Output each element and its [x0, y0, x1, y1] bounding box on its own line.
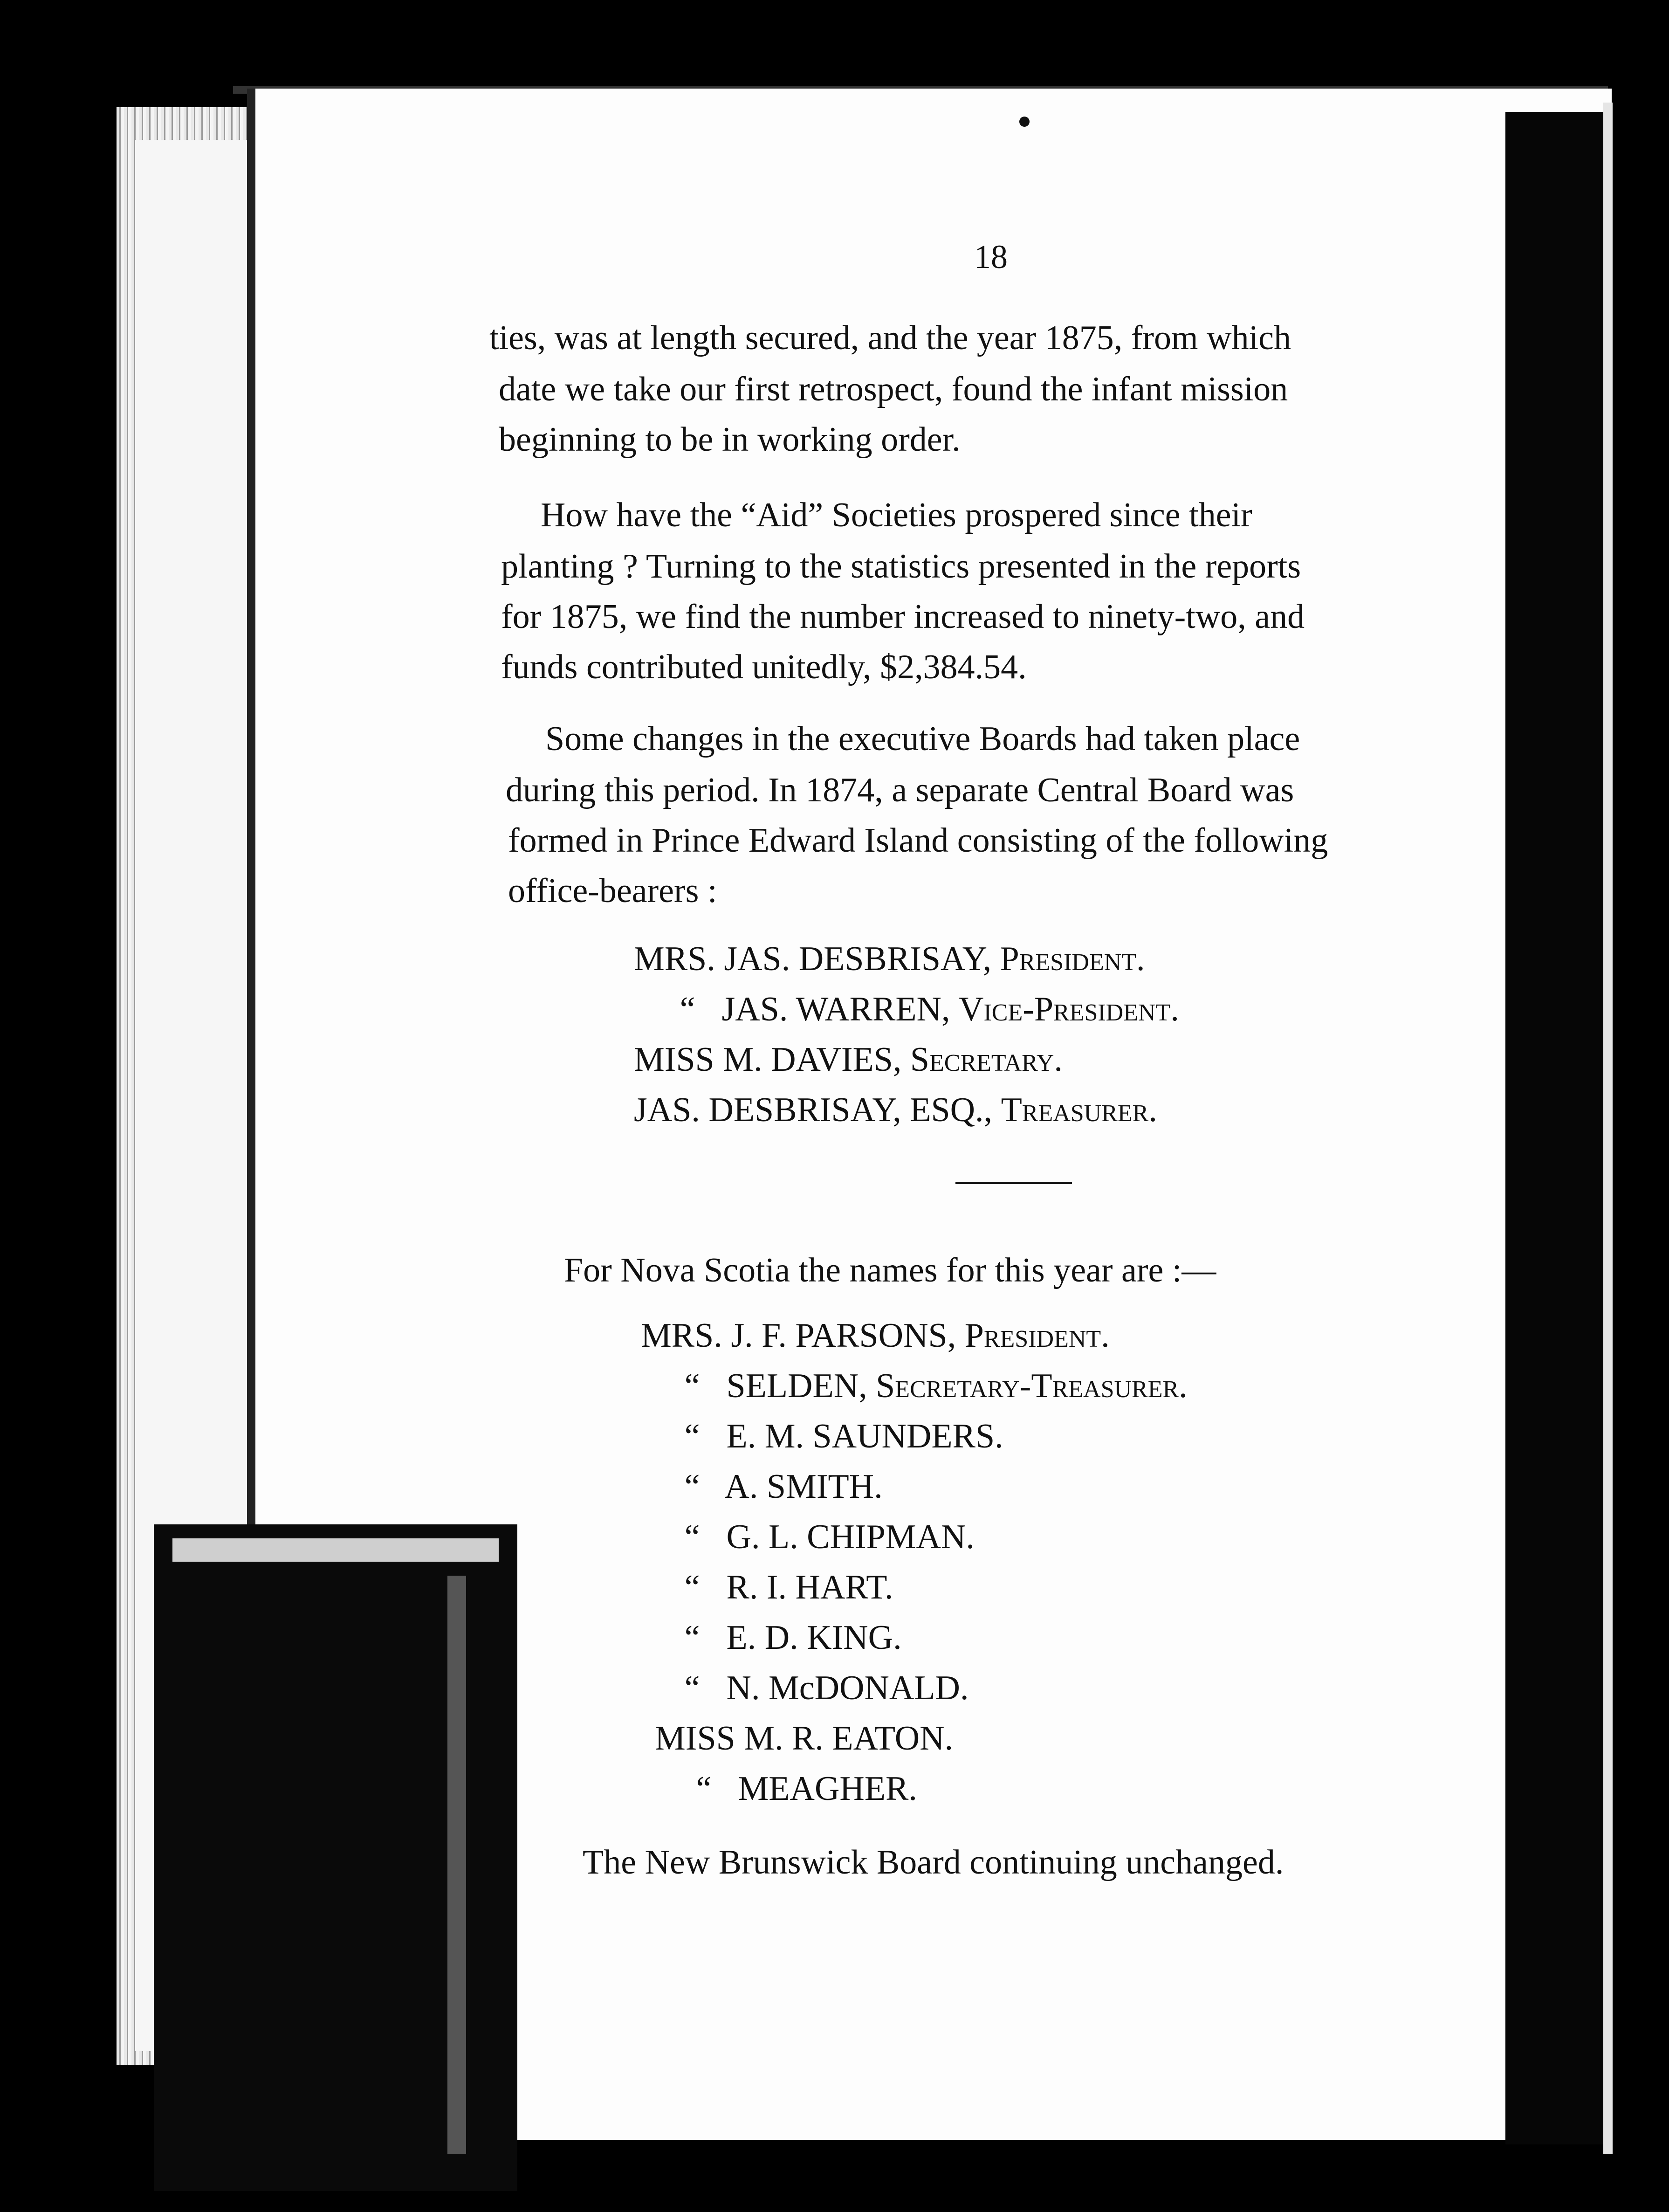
page-number: 18 — [974, 238, 1008, 276]
ns-officer-row — [666, 1516, 975, 1558]
ns-officer-row — [666, 1365, 1188, 1407]
paragraph-line: date we take our first retrospect, found the infant mission — [499, 370, 1288, 408]
nova-scotia-intro: For Nova Scotia the names for this year are :— — [564, 1251, 1216, 1289]
officer-name: JAS. DESBRISAY, ESQ., — [634, 1091, 993, 1129]
closing-line: The New Brunswick Board continuing unchanged. — [583, 1843, 1284, 1881]
officer-prefix: MISS — [634, 1041, 714, 1079]
officer-name: A. SMITH. — [724, 1468, 883, 1506]
ns-officer-row — [666, 1667, 969, 1709]
officer-role: Vice-President. — [959, 990, 1179, 1028]
ns-officer-row — [666, 1566, 893, 1608]
officer-prefix: MRS. — [634, 940, 715, 978]
officer-prefix: “ — [680, 990, 695, 1028]
officer-name: SELDEN, — [726, 1367, 867, 1405]
officer-name: E. M. SAUNDERS. — [726, 1417, 1003, 1455]
officer-prefix: “ — [696, 1770, 712, 1808]
paragraph-line: during this period. In 1874, a separate Central Board was — [506, 771, 1294, 809]
pei-officer-row — [634, 938, 1145, 980]
officer-name: MEAGHER. — [738, 1770, 917, 1808]
paragraph-line: beginning to be in working order. — [499, 420, 961, 459]
paragraph-line: ties, was at length secured, and the year 1875, from which — [489, 319, 1291, 357]
pei-officer-row — [634, 1089, 1157, 1131]
officer-role: President. — [964, 1316, 1110, 1355]
officer-name: J. F. PARSONS, — [731, 1316, 956, 1355]
officer-prefix: “ — [684, 1468, 700, 1506]
officer-prefix: “ — [684, 1518, 700, 1556]
officer-prefix: “ — [684, 1669, 700, 1707]
officer-name: G. L. CHIPMAN. — [726, 1518, 975, 1556]
officer-name: R. I. HART. — [726, 1568, 893, 1606]
officer-name: JAS. DESBRISAY, — [724, 940, 992, 978]
pei-officer-row — [634, 1039, 1063, 1081]
ink-dot — [1019, 117, 1030, 127]
paragraph-line: formed in Prince Edward Island consisting of the following — [508, 821, 1328, 860]
ns-officer-row — [666, 1415, 1003, 1457]
officer-role: Treasurer. — [1001, 1091, 1157, 1129]
officer-name: E. D. KING. — [726, 1619, 902, 1657]
officer-name: N. McDONALD. — [726, 1669, 969, 1707]
section-divider — [955, 1182, 1072, 1184]
officer-prefix: MRS. — [641, 1316, 722, 1355]
officer-name: M. DAVIES, — [723, 1041, 902, 1079]
ns-officer-row — [655, 1717, 953, 1759]
officer-name: M. R. EATON. — [744, 1719, 954, 1757]
officer-role: Secretary. — [910, 1041, 1063, 1079]
paragraph-line: Some changes in the executive Boards had taken place — [545, 720, 1300, 758]
ns-officer-row — [641, 1315, 1110, 1357]
paragraph-line: funds contributed unitedly, $2,384.54. — [501, 648, 1027, 686]
officer-role: President. — [1000, 940, 1145, 978]
officer-prefix: “ — [684, 1619, 700, 1657]
officer-prefix: MISS — [655, 1719, 735, 1757]
paragraph-line: How have the “Aid” Societies prospered since their — [541, 496, 1252, 534]
paragraph-line: planting ? Turning to the statistics presented in the reports — [501, 547, 1301, 586]
ns-officer-row — [666, 1617, 902, 1659]
paragraph-line: for 1875, we find the number increased to ninety-two, and — [501, 598, 1305, 636]
ns-officer-row — [666, 1466, 883, 1508]
officer-prefix: “ — [684, 1367, 700, 1405]
officer-prefix: “ — [684, 1417, 700, 1455]
officer-role: Secretary-Treasurer. — [876, 1367, 1188, 1405]
paragraph-line: office-bearers : — [508, 872, 717, 910]
ns-officer-row — [678, 1768, 917, 1810]
officer-prefix: “ — [684, 1568, 700, 1606]
pei-officer-row — [662, 988, 1179, 1030]
officer-name: JAS. WARREN, — [721, 990, 950, 1028]
